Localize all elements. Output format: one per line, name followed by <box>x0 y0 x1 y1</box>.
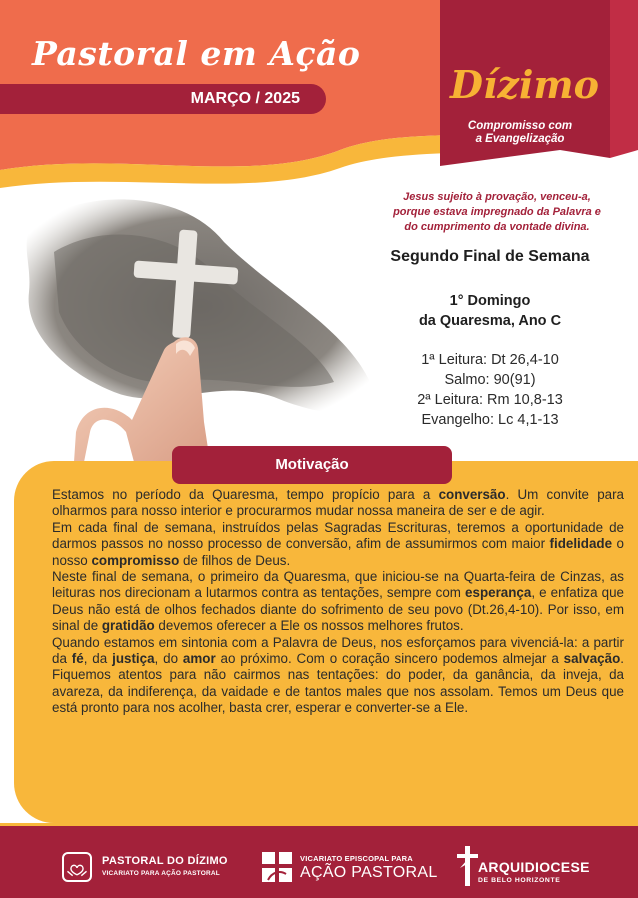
hands-heart-icon <box>62 852 92 882</box>
arquidiocese-name: ARQUIDIOCESE <box>478 859 590 875</box>
pastoral-dizimo-name: PASTORAL DO DÍZIMO <box>102 855 228 867</box>
emphasis: compromisso <box>91 552 180 568</box>
emphasis: amor <box>182 651 216 667</box>
emphasis: fé <box>71 651 84 667</box>
text-run: Quando estamos em sintonia com a Palavra de Deus, nos esforçamos para vivenciá-la: a partir da <box>52 634 624 667</box>
paragraph <box>52 520 624 569</box>
sunday-line: 1° Domingo <box>449 293 531 309</box>
pastoral-dizimo-logo <box>62 852 228 886</box>
ash-cross-illustration <box>14 182 390 462</box>
paragraph <box>52 569 624 635</box>
paragraph <box>52 487 624 520</box>
emphasis: justiça <box>112 651 155 667</box>
vicariato-cross-icon <box>262 852 292 882</box>
motivation-heading: Motivação <box>172 446 452 484</box>
paragraph <box>52 635 624 717</box>
emphasis: fidelidade <box>549 536 613 552</box>
quote-line: Jesus sujeito à provação, venceu-a, <box>403 191 591 203</box>
text-run: , da <box>83 651 113 667</box>
vicariato-logo <box>262 852 442 886</box>
dizimo-subtitle-line: a Evangelização <box>475 133 565 145</box>
weekend-heading: Segundo Final de Semana <box>390 248 590 265</box>
text-run: . Um convite para olharmos para nosso interior e procurarmos mudar nossa maneira de ser e de agir. <box>52 487 624 519</box>
quote-line: do cumprimento da vontade divina. <box>404 221 590 233</box>
month-label: MARÇO / 2025 <box>190 90 300 107</box>
text-run: o nosso <box>52 536 624 568</box>
quote-line: porque estava impregnado da Palavra e <box>393 206 601 218</box>
vicariato-line1: VICARIATO EPISCOPAL PARA <box>300 854 413 863</box>
reading-second: 2ª Leitura: Rm 10,8-13 <box>417 392 563 408</box>
text-run: de filhos de Deus. <box>179 552 291 568</box>
emphasis: salvação <box>563 651 621 667</box>
reading-gospel: Evangelho: Lc 4,1-13 <box>421 412 559 428</box>
emphasis: gratidão <box>101 618 155 634</box>
text-run: devemos oferecer a Ele os nossos melhores frutos. <box>154 618 464 634</box>
scripture-quote <box>362 190 632 235</box>
emphasis: esperança <box>465 585 532 601</box>
emphasis: conversão <box>438 487 506 502</box>
dizimo-logo-subtitle <box>455 120 585 146</box>
arquidiocese-logo <box>454 846 594 888</box>
sunday-line: da Quaresma, Ano C <box>418 313 562 329</box>
text-run: . Fiquemos atentos para não cairmos nas tentações: do poder, da ganância, da inveja, da avareza, da indiferença, da vaidade e de tantos males que nos assolam. Temos um Deus que está pronto para nos acolher, basta crer, esperar e converter-se a Ele. <box>52 651 624 716</box>
dizimo-subtitle-line: Compromisso com <box>467 120 573 132</box>
motivation-text <box>52 487 624 717</box>
page-title: Pastoral em Ação <box>32 34 361 73</box>
reading-first: 1ª Leitura: Dt 26,4-10 <box>421 352 559 368</box>
text-run: ao próximo. Com o coração sincero podemos almejar a <box>215 651 564 667</box>
readings-list <box>348 350 632 430</box>
arquidiocese-sub: DE BELO HORIZONTE <box>478 877 561 884</box>
text-run: Em cada final de semana, instruídos pelas Sagradas Escrituras, teremos a oportunidade de darmos passos no nosso processo de conversão, afim de assumirmos com maior <box>52 519 624 552</box>
month-bar <box>0 84 326 114</box>
text-run: , e enfatiza que Deus não está de olhos fechados diante do sofrimento de seu povo (Dt.26,4-10). Por isso, em sinal de <box>52 585 624 634</box>
pastoral-dizimo-sub: VICARIATO PARA AÇÃO PASTORAL <box>102 870 220 877</box>
dizimo-logo-title: Dízimo <box>450 62 599 107</box>
text-run: , do <box>154 651 183 667</box>
sunday-title <box>348 291 632 331</box>
text-run: Estamos no período da Quaresma, tempo propício para a <box>52 487 439 502</box>
reading-psalm: Salmo: 90(91) <box>444 372 536 388</box>
text-run: Neste final de semana, o primeiro da Quaresma, que iniciou-se na Quarta-feira de Cinzas, as leituras nos direcionam a lutarmos contra as tentações, sempre com <box>52 569 624 601</box>
vicariato-line2: AÇÃO PASTORAL <box>300 864 438 881</box>
